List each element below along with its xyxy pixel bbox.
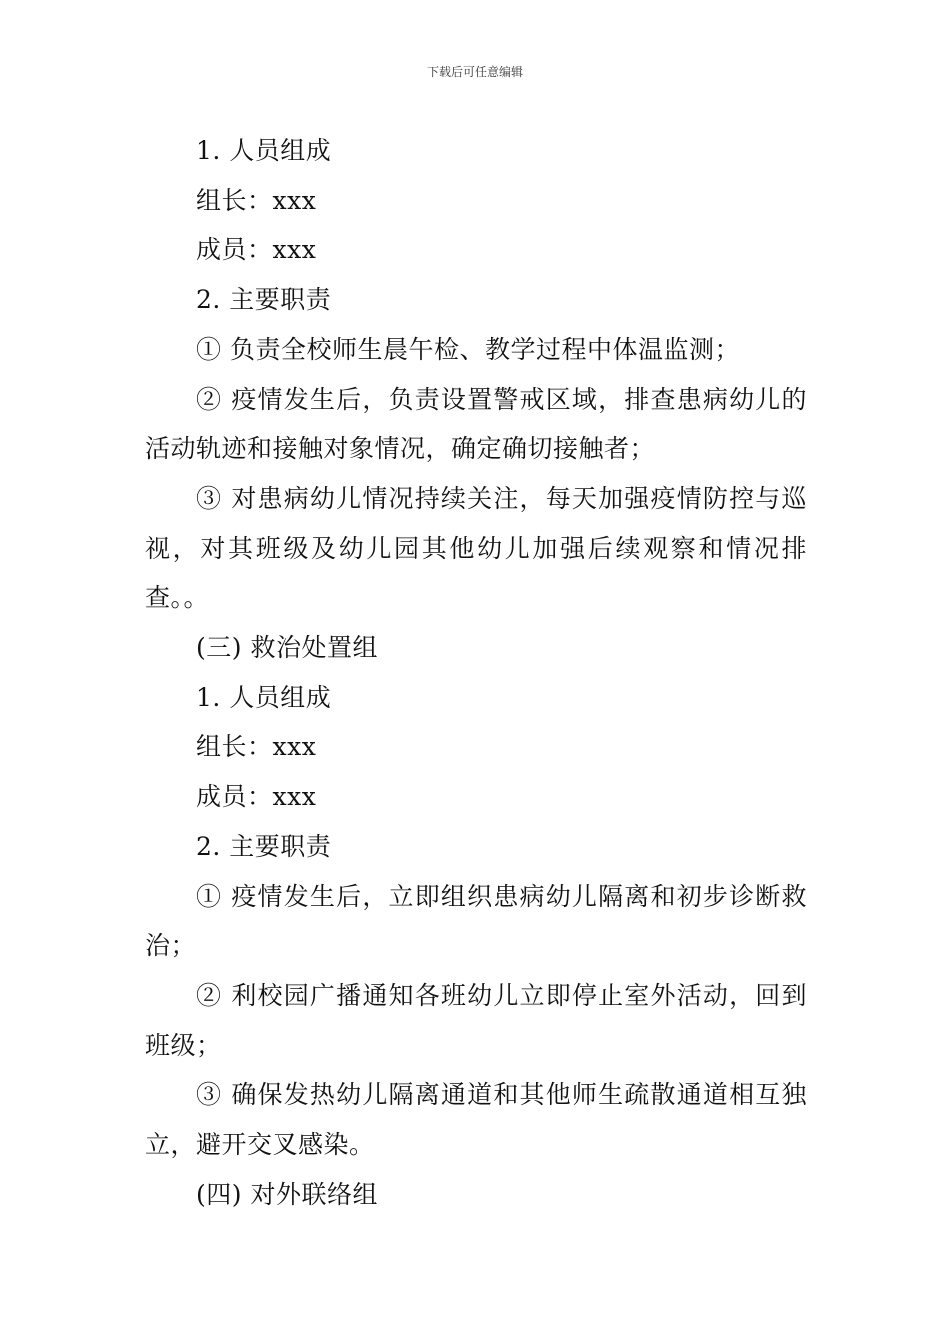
group-heading-liaison: (四) 对外联络组 bbox=[196, 1179, 378, 1209]
duty-item-2: ② 疫情发生后，负责设置警戒区域，排查患病幼儿的活动轨迹和接触对象情况，确定确切接触者； bbox=[145, 384, 807, 464]
team-leader-line: 组长：xxx bbox=[196, 185, 317, 215]
team-members-line: 成员：xxx bbox=[196, 235, 317, 265]
group-heading-treatment: (三) 救治处置组 bbox=[196, 633, 378, 663]
document-body bbox=[145, 126, 807, 1219]
duty-item-4: ① 疫情发生后，立即组织患病幼儿隔离和初步诊断救治； bbox=[145, 881, 807, 961]
section-heading-staff-2: 1. 人员组成 bbox=[196, 682, 332, 712]
section-heading-staff: 1. 人员组成 bbox=[196, 136, 332, 165]
team-leader-line-2: 组长：xxx bbox=[196, 732, 317, 762]
section-heading-duties-2: 2. 主要职责 bbox=[196, 831, 332, 861]
duty-item-6: ③ 确保发热幼儿隔离通道和其他师生疏散通道相互独立，避开交叉感染。 bbox=[145, 1080, 807, 1160]
duty-item-5: ② 利校园广播通知各班幼儿立即停止室外活动，回到班级； bbox=[145, 980, 807, 1060]
section-heading-duties: 2. 主要职责 bbox=[196, 285, 332, 315]
page-header-note: 下载后可任意编辑 bbox=[426, 65, 523, 79]
duty-item-3: ③ 对患病幼儿情况持续关注，每天加强疫情防控与巡视，对其班级及幼儿园其他幼儿加强后续观察和情况排查。。 bbox=[145, 483, 807, 613]
team-members-line-2: 成员：xxx bbox=[196, 782, 317, 812]
duty-item-1: ① 负责全校师生晨午检、教学过程中体温监测； bbox=[196, 334, 740, 364]
